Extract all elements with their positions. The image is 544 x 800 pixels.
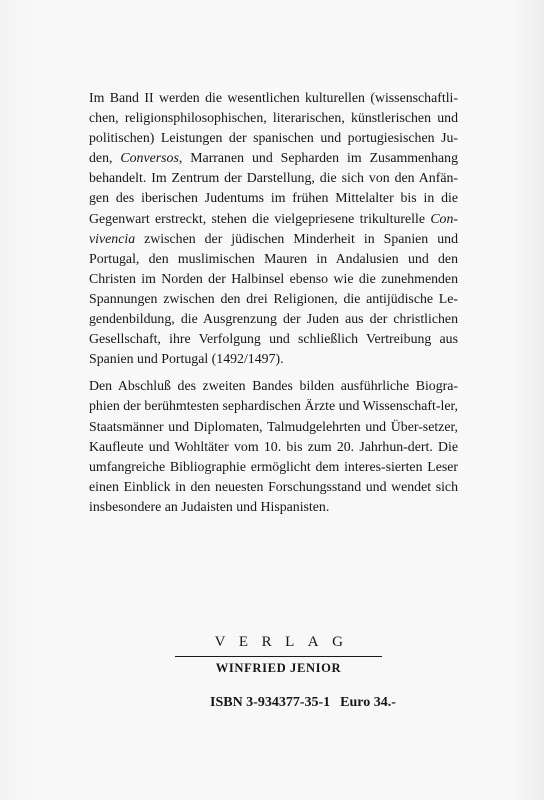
italic-term: Con-vivencia <box>89 210 458 246</box>
description-text <box>89 88 458 517</box>
isbn-number: ISBN 3-934377-35-1 <box>210 695 331 710</box>
publisher-name: WINFRIED JENIOR <box>215 661 342 675</box>
description-paragraph <box>89 376 458 517</box>
publisher-divider <box>175 656 382 657</box>
price-label: Euro 34.- <box>340 695 396 710</box>
text-run: Im Band II werden die wesentlichen kulturellen (wissenschaftli-chen, religionsphilosophischen, literarischen, künstlerischen und politischen) Leistungen der spanischen und portugiesischen Ju-den, <box>89 90 458 166</box>
text-run: Den Abschluß des zweiten Bandes bilden ausführliche Biogra-phien der berühmtesten sephardischen Ärzte und Wissenschaft-ler, Staatsmänner und Diplomaten, Talmudgelehrten und Über-setzer, Kaufleute und Wohltäter vom 10. bis zum 20. Jahrhun-dert. Die umfangreiche Bibliographie ermöglicht dem interes-sierten Leser einen Einblick in den neuesten Forschungsstand und wendet sich insbesondere an Judaisten und Hispanisten. <box>89 378 458 514</box>
verlag-label: VERLAG <box>214 634 357 650</box>
isbn-price-line <box>210 694 396 712</box>
text-run: , Marranen und Sepharden im Zusammenhang behandelt. Im Zentrum der Darstellung, die sich von den Anfän-gen des iberischen Judentums im frühen Mittelalter bis in die Gegenwart erstreckt, stehen die vielgepriesene trikulturelle <box>89 150 458 226</box>
publisher-block <box>175 632 382 676</box>
text-run: zwischen der jüdischen Minderheit in Spanien und Portugal, den muslimischen Mauren in Andalusien und den Christen im Norden der Halbinsel ebenso wie die zunehmenden Spannungen zwischen den drei Religionen, die antijüdische Le-gendenbildung, die Ausgrenzung der Juden aus der christlichen Gesellschaft, ihre Verfolgung und schließlich Vertreibung aus Spanien und Portugal (1492/1497). <box>89 230 458 367</box>
description-paragraph <box>89 88 458 369</box>
italic-term: Conversos <box>120 150 179 166</box>
